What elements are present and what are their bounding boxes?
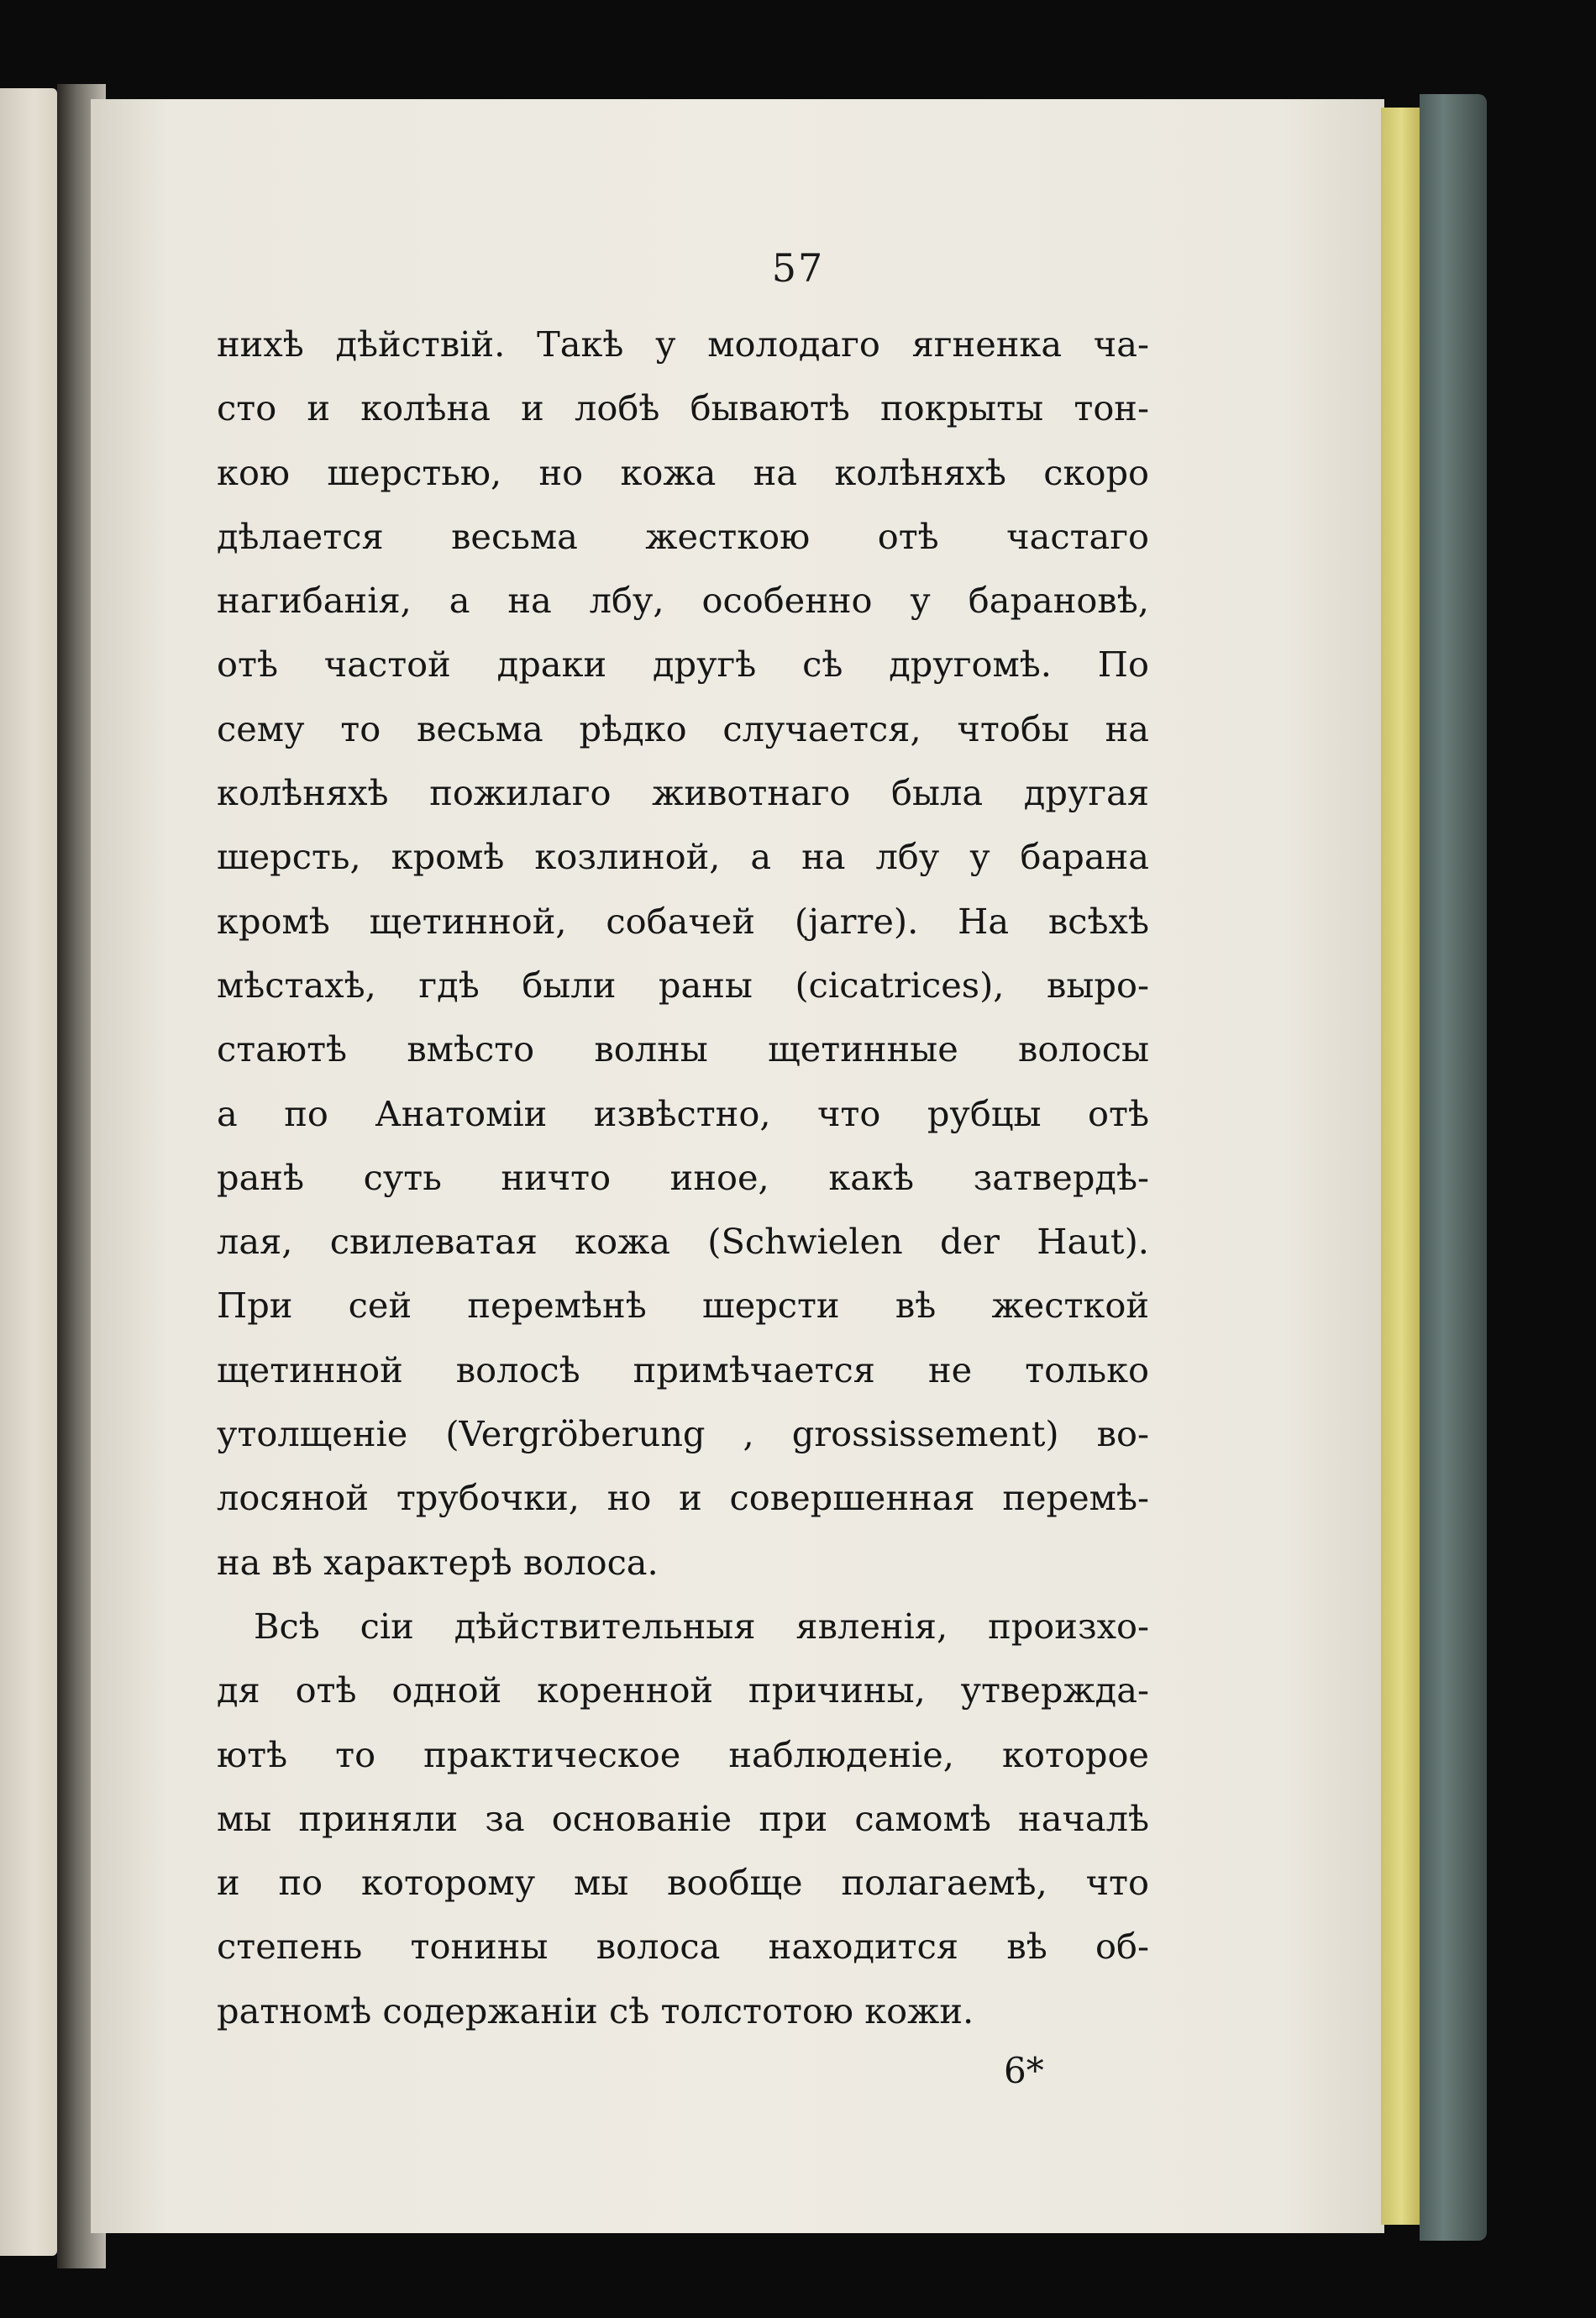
text-line: утолщеніе (Vergröberung , grossissement) во-	[217, 1413, 1149, 1455]
text-line: лая, свилеватая кожа (Schwielen der Haut).	[217, 1221, 1149, 1263]
text-line: При сей перемѣнѣ шерсти вѣ жесткой	[217, 1285, 1149, 1327]
text-line: сему то весьма рѣдко случается, чтобы на	[217, 707, 1149, 749]
text-line: ютѣ то практическое наблюденіе, которое	[217, 1733, 1149, 1775]
text-line: шерсть, кромѣ козлиной, а на лбу у барана	[217, 836, 1149, 878]
text-line: сто и колѣна и лобѣ бываютѣ покрыты тон-	[217, 387, 1149, 429]
text-line: нагибанія, а на лбу, особенно у барановѣ,	[217, 580, 1149, 622]
text-line: ратномѣ содержаніи сѣ толстотою кожи.	[217, 1989, 974, 2032]
text-line: лосяной трубочки, но и совершенная перемѣ-	[217, 1477, 1149, 1519]
text-line: а по Анатоміи извѣстно, что рубцы отѣ	[217, 1092, 1149, 1134]
text-line: нихѣ дѣйствій. Такѣ у молодаго ягненка ча-	[217, 323, 1149, 365]
text-line: Всѣ сіи дѣйствительныя явленія, произхо-	[254, 1605, 1149, 1647]
text-line: отѣ частой драки другѣ сѣ другомѣ. По	[217, 644, 1149, 686]
text-line: на вѣ характерѣ волоса.	[217, 1541, 659, 1583]
text-line: дя отѣ одной коренной причины, утвержда-	[217, 1669, 1149, 1711]
text-line: и по которому мы вообще полагаемѣ, что	[217, 1862, 1149, 1904]
text-line: колѣняхѣ пожилаго животнаго была другая	[217, 772, 1149, 814]
page-body-text	[217, 313, 1149, 2043]
page-number: 57	[771, 245, 825, 291]
text-line: щетинной волосѣ примѣчается не только	[217, 1348, 1149, 1390]
text-line: кромѣ щетинной, собачей (jarre). На всѣхѣ	[217, 900, 1149, 942]
text-line: стаютѣ вмѣсто волны щетинные волосы	[217, 1028, 1149, 1070]
text-line: степень тонины волоса находится вѣ об-	[217, 1926, 1149, 1968]
signature-mark: 6*	[1004, 2050, 1044, 2091]
text-line: мы приняли за основаніе при самомѣ началѣ	[217, 1797, 1149, 1839]
facing-page-edge	[0, 88, 57, 2256]
text-line: кою шерстью, но кожа на колѣняхѣ скоро	[217, 451, 1149, 493]
text-line: мѣстахѣ, гдѣ были раны (cicatrices), выро-	[217, 964, 1149, 1006]
text-line: ранѣ суть ничто иное, какѣ затвердѣ-	[217, 1156, 1149, 1198]
text-line: дѣлается весьма жесткою отѣ частаго	[217, 515, 1149, 557]
cover-board	[1420, 94, 1487, 2241]
